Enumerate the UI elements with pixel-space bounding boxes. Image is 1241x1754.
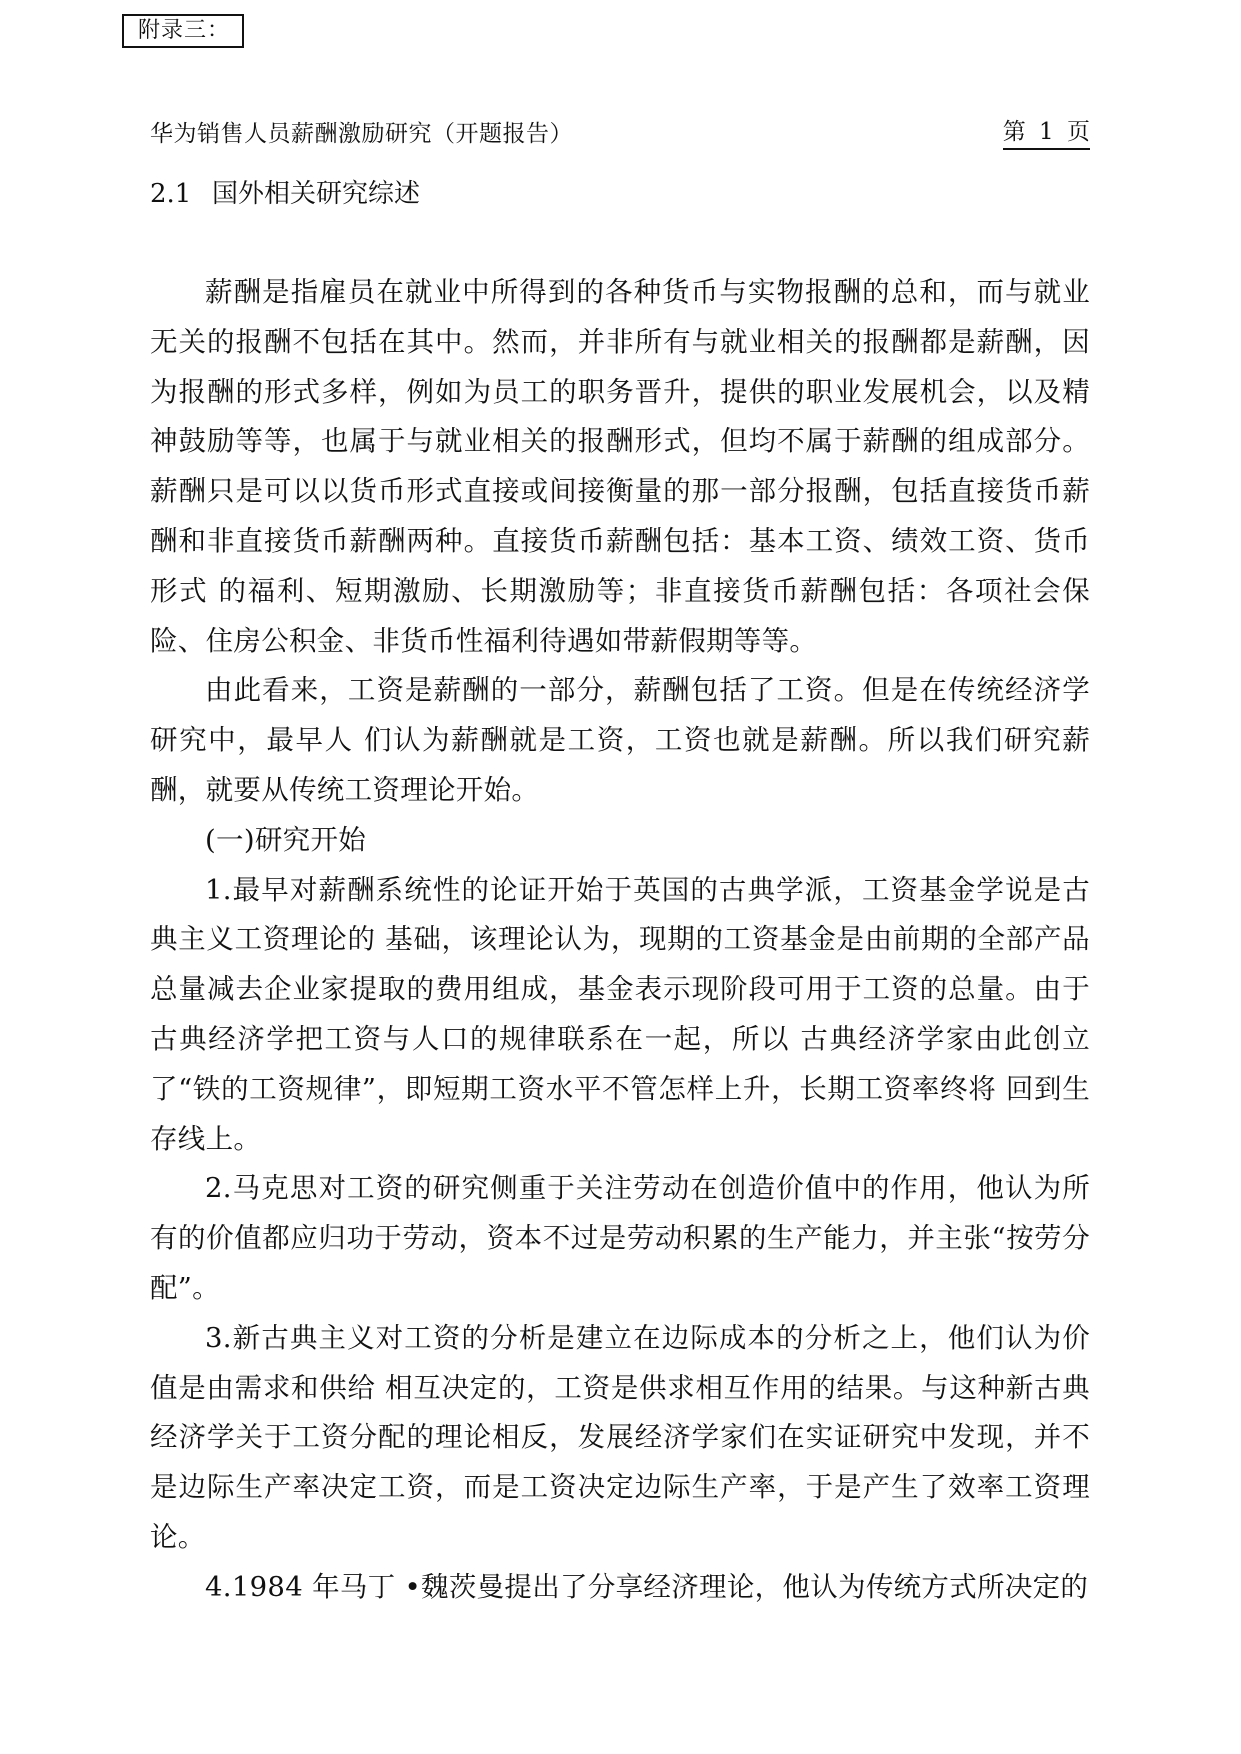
section-number: 2.1	[150, 179, 192, 209]
page-number: 第 1 页	[1003, 116, 1090, 150]
header-title: 华为销售人员薪酬激励研究（开题报告）	[150, 121, 573, 147]
paragraph-marx: 2.马克思对工资的研究侧重于关注劳动在创造价值中的作用，他认为所有的价值都应归功于劳动，资本不过是劳动积累的生产能力，并主张“按劳分配”。	[150, 1172, 1090, 1304]
section-title: 国外相关研究综述	[212, 179, 421, 209]
page-header	[150, 116, 1090, 152]
body-text	[150, 268, 1090, 1613]
paragraph-definition: 薪酬是指雇员在就业中所得到的各种货币与实物报酬的总和，而与就业无关的报酬不包括在其中。然而，并非所有与就业相关的报酬都是薪酬，因为报酬的形式多样，例如为员工的职务晋升，提供的职业发展机会，以及精神鼓励等等，也属于与就业相关的报酬形式，但均不属于薪酬的组成部分。薪酬只是可以以货币形式直接或间接衡量的那一部分报酬，包括直接货币薪酬和非直接货币薪酬两种。直接货币薪酬包括：基本工资、绩效工资、货币形式 的福利、短期激励、长期激励等；非直接货币薪酬包括：各项社会保险、住房公积金、非货币性福利待遇如带薪假期等等。	[150, 276, 1090, 657]
paragraph-weitzman: 4.1984 年马丁 •魏茨曼提出了分享经济理论，他认为传统方式所决定的	[205, 1570, 1089, 1603]
paragraph-classical-school: 1.最早对薪酬系统性的论证开始于英国的古典学派，工资基金学说是古典主义工资理论的 基础，该理论认为，现期的工资基金是由前期的全部产品总量减去企业家提取的费用组成，基金表示现阶段可用于工资的总量。由于古典经济学把工资与人口的规律联系在一起，所以 古典经济学家由此创立了“铁的工资规律”，即短期工资水平不管怎样上升，长期工资率终将 回到生存线上。	[150, 873, 1090, 1155]
paragraph-wages-vs-pay: 由此看来，工资是薪酬的一部分，薪酬包括了工资。但是在传统经济学研究中，最早人 们认为薪酬就是工资，工资也就是薪酬。所以我们研究薪酬，就要从传统工资理论开始。	[150, 674, 1090, 806]
appendix-label: 附录三：	[122, 14, 244, 48]
subheading-research-start: (一)研究开始	[205, 823, 367, 856]
section-heading	[150, 174, 420, 214]
paragraph-neoclassical: 3.新古典主义对工资的分析是建立在边际成本的分析之上，他们认为价值是由需求和供给 相互决定的，工资是供求相互作用的结果。与这种新古典经济学关于工资分配的理论相反，发展经济学家们在实证研究中发现，并不是边际生产率决定工资，而是工资决定边际生产率，于是产生了效率工资理论。	[150, 1321, 1090, 1553]
